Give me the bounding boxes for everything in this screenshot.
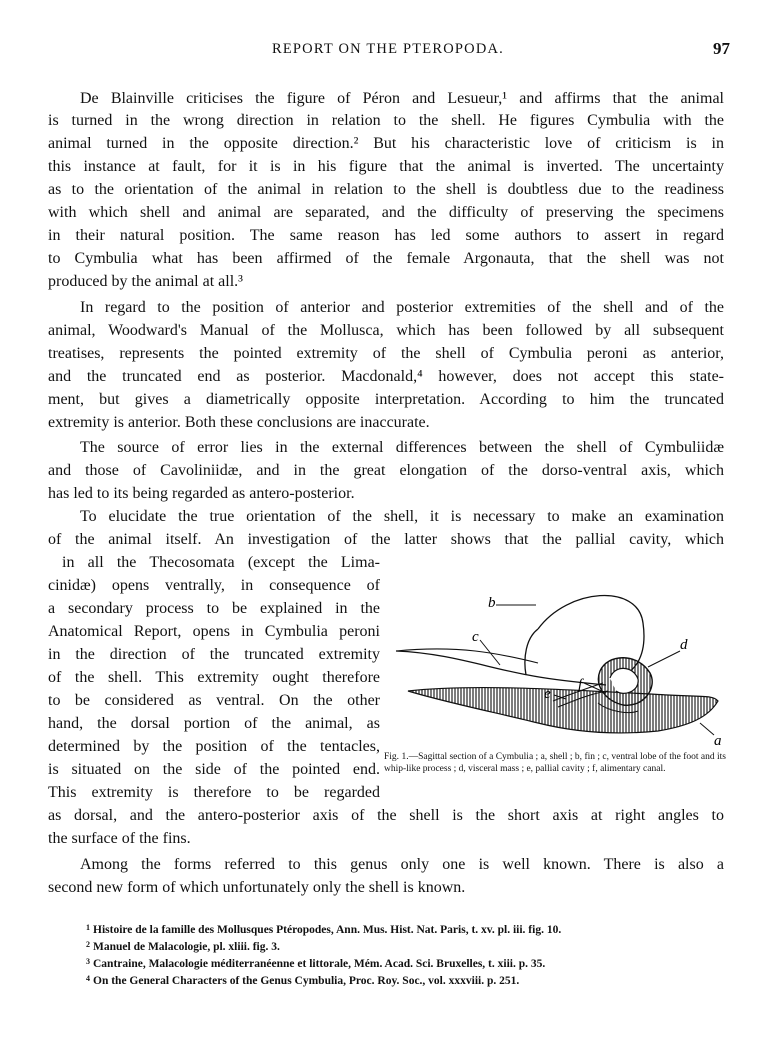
text-line: a secondary process to be explained in the: [48, 600, 380, 617]
text-line: ment, but gives a diametrically opposite interpretation. According to him the truncated: [48, 391, 724, 408]
text-line: of the shell. This extremity ought therefore: [48, 669, 380, 686]
text-line: to Cymbulia what has been affirmed of the female Argonauta, that the shell was not: [48, 250, 724, 267]
page-number: 97: [713, 39, 730, 58]
text-line: De Blainville criticises the figure of Péron and Lesueur,¹ and affirms that the animal: [80, 90, 724, 107]
text-line: as dorsal, and the antero-posterior axis of the shell is the short axis at right angles to: [48, 807, 724, 824]
footnote: [86, 955, 706, 971]
text-line: in the direction of the truncated extremity: [48, 646, 380, 663]
text-line: produced by the animal at all.³: [48, 273, 243, 290]
figure-caption: Fig. 1.—Sagittal section of a Cymbulia ; a, shell ; b, fin ; c, ventral lobe of the foot and its whip-like process ; d, visceral mass ; e, pallial cavity ; f, alimentary canal.: [384, 752, 726, 774]
label-c: c: [472, 629, 479, 645]
text-line: this instance at fault, for it is in his figure that the animal is inverted. The uncertainty: [48, 158, 724, 175]
text-line: and those of Cavoliniidæ, and in the great elongation of the dorso-ventral axis, which: [48, 462, 724, 479]
figure-cymbulia-section: [388, 583, 728, 753]
text-line: The source of error lies in the external differences between the shell of Cymbuliidæ: [80, 439, 724, 456]
text-line: animal turned in the opposite direction.² But his characteristic love of criticism is in: [48, 135, 724, 152]
text-line: second new form of which unfortunately only the shell is known.: [48, 879, 466, 896]
text-line: in their natural position. The same reason has led some authors to assert in regard: [48, 227, 724, 244]
text-line: is situated on the side of the pointed end.: [48, 761, 380, 778]
label-a: a: [714, 733, 722, 749]
text-line: to be considered as ventral. On the other: [48, 692, 380, 709]
text-line: of the animal itself. An investigation of the latter shows that the pallial cavity, which: [48, 531, 724, 548]
label-b: b: [488, 595, 496, 611]
label-d: d: [680, 637, 688, 653]
text-line: as to the orientation of the animal in relation to the shell is doubtless due to the readiness: [48, 181, 724, 198]
fin-inner-edge: [525, 629, 538, 675]
footnote-mark: 1: [86, 923, 90, 932]
footnote-mark: 4: [86, 974, 90, 983]
text-line: In regard to the position of anterior and posterior extremities of the shell and of the: [80, 299, 724, 316]
text-line: has led to its being regarded as antero-posterior.: [48, 485, 355, 502]
page-header-title: REPORT ON THE PTEROPODA.: [271, 41, 505, 57]
footnote: [86, 972, 706, 988]
label-f: f: [578, 677, 583, 693]
footnote: [86, 921, 706, 937]
text-line: hand, the dorsal portion of the animal, as: [48, 715, 380, 732]
text-line: extremity is anterior. Both these conclusions are inaccurate.: [48, 414, 430, 431]
text-line: Anatomical Report, opens in Cymbulia peroni: [48, 623, 380, 640]
footnote-text: Cantraine, Malacologie méditerranéenne et littorale, Mém. Acad. Sci. Bruxelles, t. xiii. p. 35.: [93, 958, 546, 970]
text-line: cinidæ) opens ventrally, in consequence of: [48, 577, 380, 594]
footnote-mark: 3: [86, 957, 90, 966]
text-line: and the truncated end as posterior. Macdonald,⁴ however, does not accept this state-: [48, 368, 724, 385]
whip-like-process: [396, 651, 606, 685]
text-line: This extremity is therefore to be regarded: [48, 784, 380, 801]
footnote-text: Histoire de la famille des Mollusques Ptéropodes, Ann. Mus. Hist. Nat. Paris, t. xv. pl. iii. fig. 10.: [93, 924, 562, 936]
text-line: is turned in the wrong direction in relation to the shell. He figures Cymbulia with the: [48, 112, 724, 129]
text-line: animal, Woodward's Manual of the Mollusca, which has been followed by all subsequent: [48, 322, 724, 339]
shell-hatched: [408, 688, 718, 733]
text-line: in all the Thecosomata (except the Lima-: [62, 554, 380, 571]
text-line: treatises, represents the pointed extremity of the shell of Cymbulia peroni as anterior,: [48, 345, 724, 362]
footnote: [86, 938, 706, 954]
footnote-mark: 2: [86, 940, 90, 949]
footnote-text: On the General Characters of the Genus Cymbulia, Proc. Roy. Soc., vol. xxxviii. p. 251.: [93, 975, 520, 987]
text-line: determined by the position of the tentacles,: [48, 738, 380, 755]
text-line: with which shell and animal are separated, and the difficulty of preserving the specimens: [48, 204, 724, 221]
sagittal-section-illustration: [388, 583, 728, 753]
text-line: Among the forms referred to this genus only one is well known. There is also a: [80, 856, 724, 873]
text-line: the surface of the fins.: [48, 830, 191, 847]
label-e: e: [544, 686, 551, 702]
text-line: To elucidate the true orientation of the shell, it is necessary to make an examination: [80, 508, 724, 525]
footnote-text: Manuel de Malacologie, pl. xliii. fig. 3.: [93, 941, 280, 953]
